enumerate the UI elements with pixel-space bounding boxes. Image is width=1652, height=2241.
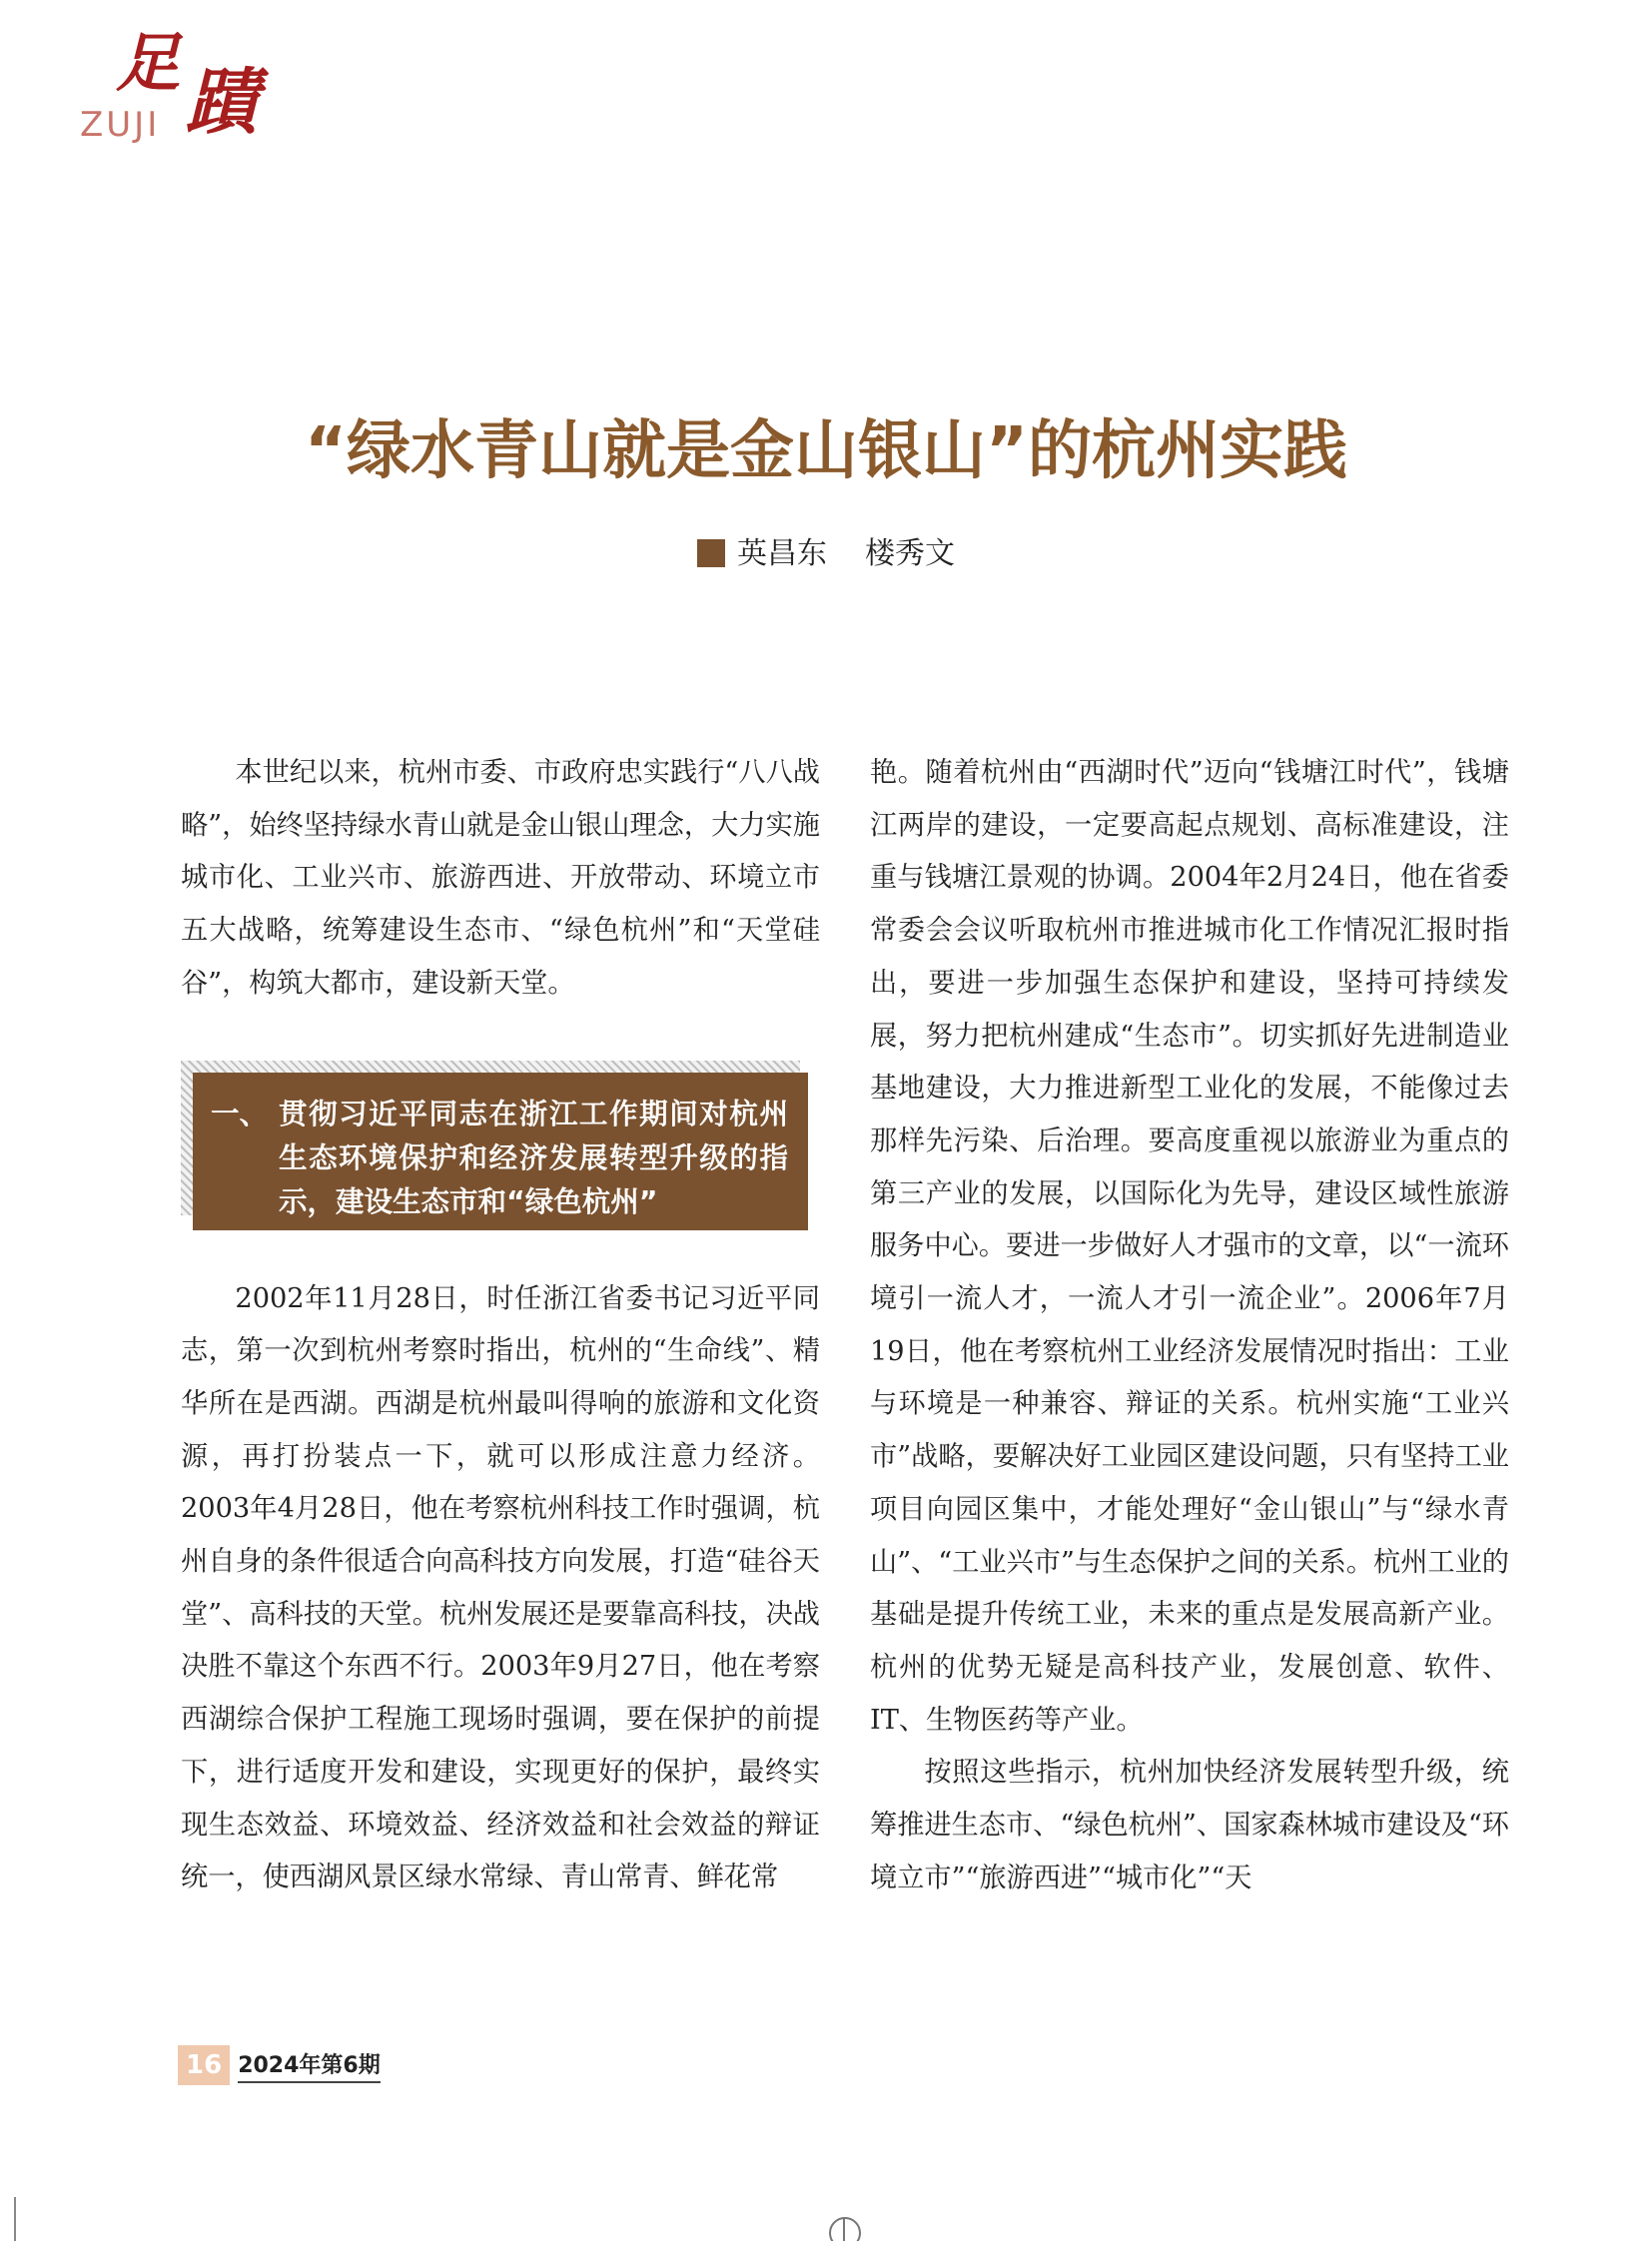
body-paragraph-left: 2002年11月28日，时任浙江省委书记习近平同志，第一次到杭州考察时指出，杭州的“生命线”、精华所在是西湖。西湖是杭州最叫得响的旅游和文化资源，再打扮装点一下，就可以形成注意力经济。2003年4月28日，他在考察杭州科技工作时强调，杭州自身的条件很适合向高科技方向发展，打造“硅谷天堂”、高科技的天堂。杭州发展还是要靠高科技，决战决胜不靠这个东西不行。2003年9月27日，他在考察西湖综合保护工程施工现场时强调，要在保护的前提下，进行适度开发和建设，实现更好的保护，最终实现生态效益、环境效益、经济效益和社会效益的辩证统一，使西湖风景区绿水常绿、青山常青、鲜花常	[181, 1282, 820, 1893]
crop-line-left	[14, 2197, 16, 2241]
magazine-logo	[76, 28, 276, 158]
byline	[0, 536, 1652, 571]
byline-square-icon	[697, 539, 725, 567]
section-heading-box	[181, 1061, 800, 1225]
article-title: “绿水青山就是金山银山”的杭州实践	[304, 414, 1348, 488]
body-paragraph-continued: 艳。随着杭州由“西湖时代”迈向“钱塘江时代”，钱塘江两岸的建设，一定要高起点规划、高标准建设，注重与钱塘江景观的协调。2004年2月24日，他在省委常委会会议听取杭州市推进城市化工作情况汇报时指出，要进一步加强生态保护和建设，坚持可持续发展，努力把杭州建成“生态市”。切实抓好先进制造业基地建设，大力推进新型工业化的发展，不能像过去那样先污染、后治理。要高度重视以旅游业为重点的第三产业的发展，以国际化为先导，建设区域性旅游服务中心。要进一步做好人才强市的文章，以“一流环境引一流人才，一流人才引一流企业”。2006年7月19日，他在考察杭州工业经济发展情况时指出：工业与环境是一种兼容、辩证的关系。杭州实施“工业兴市”战略，要解决好工业园区建设问题，只有坚持工业项目向园区集中，才能处理好“金山银山”与“绿水青山”、“工业兴市”与生态保护之间的关系。杭州工业的基础是提升传统工业，未来的重点是发展高新产业。杭州的优势无疑是高科技产业，发展创意、软件、IT、生物医药等产业。	[870, 757, 1509, 1736]
registration-mark-icon	[827, 2217, 861, 2241]
intro-paragraph: 本世纪以来，杭州市委、市政府忠实践行“八八战略”，始终坚持绿水青山就是金山银山理念，大力实施城市化、工业兴市、旅游西进、开放带动、环境立市五大战略，统筹建设生态市、“绿色杭州”和“天堂硅谷”，构筑大都市，建设新天堂。	[181, 757, 820, 999]
issue-label: 2024年第6期	[238, 2048, 381, 2083]
page-footer	[178, 2045, 381, 2085]
section-heading-panel	[193, 1073, 808, 1230]
text-column-left	[181, 747, 820, 1904]
author-1: 英昌东	[737, 536, 827, 571]
text-column-right	[870, 747, 1509, 1904]
section-number: 一、	[211, 1097, 269, 1130]
page-number: 16	[178, 2045, 230, 2085]
body-paragraph-right: 按照这些指示，杭州加快经济发展转型升级，统筹推进生态市、“绿色杭州”、国家森林城市建设及“环境立市”“旅游西进”“城市化”“天	[870, 1757, 1509, 1893]
logo-char-zu: 足	[116, 26, 180, 101]
logo-char-ji: 蹟	[186, 59, 259, 144]
author-2: 楼秀文	[865, 536, 955, 571]
logo-latin: ZUJI	[80, 105, 161, 145]
section-heading-text: 贯彻习近平同志在浙江工作期间对杭州生态环境保护和经济发展转型升级的指示，建设生态市和“绿色杭州”	[279, 1097, 788, 1218]
